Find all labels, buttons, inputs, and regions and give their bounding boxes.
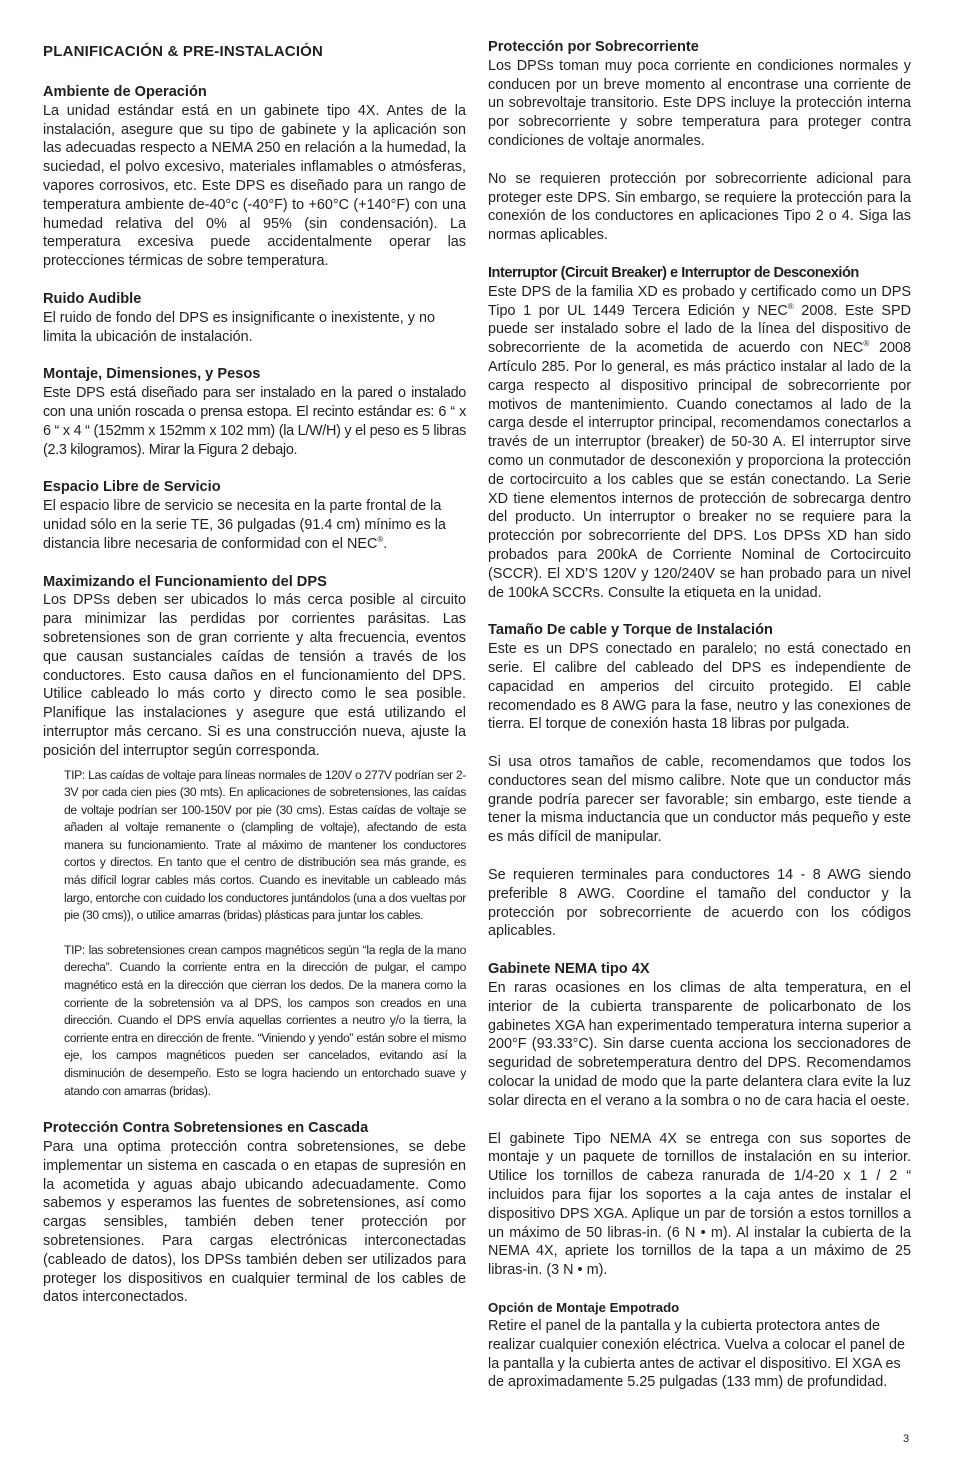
heading-maximizando: Maximizando el Funcionamiento del DPS bbox=[43, 573, 327, 590]
text-maximizando: Los DPSs deben ser ubicados lo más cerca posible al circuito para minimizar las perdidas por corrientes parásitas. Las sobretensiones son de gran corriente y alta frecuencia, eventos que causan sustanciales caídas de tensión a través de los conductores. Esto causa daños en el funcionamiento del DPS. Utilice cableado lo más corto y directo como le sea posible. Planifique las instalaciones y asegure que está utilizando el interruptor más cercano. Si es una construcción nueva, ajuste la posición del interruptor según corresponda. bbox=[43, 592, 466, 759]
text-cable-2: Si usa otros tamaños de cable, recomendamos que todos los conductores sean del mismo calibre. Note que un conductor más grande podría parecer ser favorable; sin embargo, este tiende a tener la misma inductancia que un conductor más pequeño y este es más difícil de manipular. bbox=[488, 754, 911, 846]
heading-ambiente: Ambiente de Operación bbox=[43, 84, 207, 100]
text-montaje: Este DPS está diseñado para ser instalado en la pared o instalado con una unión roscada o prensa estopa. El recinto estándar es: 6 “ x 6 “ x 4 “ (152mm x 152mm x 102 mm) (la L/W/H) y el peso es 5 libras (2.3 kilogramos). Mirar la Figura 2 debajo. bbox=[43, 385, 466, 458]
registered-mark: ® bbox=[787, 301, 794, 311]
section-empotrado bbox=[488, 1299, 911, 1392]
text-gabinete-2: El gabinete Tipo NEMA 4X se entrega con sus soportes de montaje y un paquete de tornillos de instalación en su interior. Utilice los tornillos de cabeza ranurada de 1/4-20 x 1 / 2 “ incluidos para fijar los soportes a la caja antes de instalar el dispositivo DPS XGA. Aplique un par de torsión a estos tornillos a un máximo de 50 libras-in. (6 N • m). Al instalar la cubierta de la NEMA 4X, apriete los tornillos de la tapa a un máximo de 25 libras-in. (3 N • m). bbox=[488, 1130, 911, 1279]
section-cable bbox=[488, 621, 911, 941]
text-cable-1: Este es un DPS conectado en paralelo; no está conectado en serie. El calibre del cableado del DPS es independiente de capacidad en amperios del circuito protegido. El cable recomendado es 8 AWG para la fase, neutro y las conexiones de tierra. El torque de conexión hasta 18 libras por pulgada. bbox=[488, 641, 911, 733]
text-interruptor bbox=[488, 283, 911, 603]
registered-mark: ® bbox=[863, 339, 870, 349]
heading-ruido: Ruido Audible bbox=[43, 290, 142, 307]
text-interruptor-b: 2008. Este SPD puede ser instalado sobre el lado de la línea del dispositivo de sobrecorriente de la acometida de acuerdo con NEC bbox=[488, 302, 911, 357]
text-sobrecorriente-2: No se requieren protección por sobrecorriente adicional para proteger este DPS. Sin embargo, se requiere la protección para la conexión de los conductores en aplicaciones Tipo 2 o 4. Siga las normas aplicables. bbox=[488, 170, 911, 244]
section-maximizando bbox=[43, 573, 466, 1101]
heading-cable: Tamaño De cable y Torque de Instalación bbox=[488, 622, 773, 639]
text-sobrecorriente-1: Los DPSs toman muy poca corriente en condiciones normales y conducen por un breve momento al encontrase una corriente de un sobrevoltaje transitorio. Este DPS incluye la protección interna por sobrecorriente y sobre temperatura para proteger contra condiciones de voltaje anormales. bbox=[488, 57, 911, 149]
heading-sobrecorriente: Protección por Sobrecorriente bbox=[488, 39, 699, 55]
section-interruptor bbox=[488, 264, 911, 602]
heading-montaje: Montaje, Dimensiones, y Pesos bbox=[43, 366, 261, 383]
section-espacio bbox=[43, 478, 466, 553]
heading-gabinete: Gabinete NEMA tipo 4X bbox=[488, 961, 650, 978]
page-number: 3 bbox=[903, 1433, 910, 1445]
registered-mark: ® bbox=[377, 534, 384, 544]
right-column bbox=[488, 38, 911, 1411]
page-title: PLANIFICACIÓN & PRE-INSTALACIÓN bbox=[43, 43, 324, 60]
tip-magnetic-fields: TIP: las sobretensiones crean campos magnéticos según “la regla de la mano derecha”. Cuando la corriente entra en la dirección de pulgar, el campo magnético está en la dirección que cierran los dedos. De la manera como la corriente de la sobretensión va al DPS, los campos son creados en una dirección. Cuando el DPS envía aquellas corrientes a neutro y/o la tierra, la corriente entra en dirección de frente. “Viniendo y yendo” están sobre el mismo eje, los campos magnéticos pueden ser cancelados, evitando así la disminución de desempeño. Esto se logra haciendo un entorchado suave y atando con amarras (bridas). bbox=[64, 942, 466, 1098]
heading-espacio: Espacio Libre de Servicio bbox=[43, 479, 221, 496]
text-interruptor-a: Este DPS de la familia XD es probado y certificado como un DPS Tipo 1 por UL 1449 Tercera Edición y NEC bbox=[488, 283, 911, 319]
section-gabinete bbox=[488, 960, 911, 1280]
section-ruido bbox=[43, 290, 466, 346]
section-ambiente bbox=[43, 83, 466, 271]
heading-interruptor: Interruptor (Circuit Breaker) e Interruptor de Desconexión bbox=[488, 264, 859, 281]
section-sobrecorriente bbox=[488, 38, 911, 245]
left-column bbox=[43, 38, 466, 1326]
text-ambiente: La unidad estándar está en un gabinete tipo 4X. Antes de la instalación, asegure que su tipo de gabinete y la aplicación son las adecuadas respecto a NEMA 250 en relación a la humedad, la suciedad, el polvo excesivo, materiales inflamables o atmósferas, vapores corrosivos, etc. Este DPS es diseñado para un rango de temperatura ambiente de-40°c (-40°F) to +60°C (+140°F) con una humedad relativa del 0% al 95% (sin condensación). La temperatura excesiva puede accidentalmente operar las protecciones térmicas de sobre temperatura. bbox=[43, 102, 466, 270]
section-cascada bbox=[43, 1119, 466, 1307]
text-interruptor-c: 2008 Artículo 285. Por lo general, es más práctico instalar al lado de la carga respecto al dispositivo principal de sobrecorriente por motivos de mantenimiento. Cuando conectamos al lado de la carga desde el interruptor principal, recomendamos conectarlos a través de un interruptor (breaker) de 50-30 A. El interruptor sirve como un conmutador de desconexión y proporciona la protección de cortocircuito a los cables que se están conectando. La Serie XD tiene elementos internos de protección de sobrecarga dentro del producto. Un interruptor o breaker no se requiere para la protección por sobrecorriente del DPS. Los DPSs XD han sido probados para 200kA de Corriente Nominal de Cortocircuito (SCCR). El XD’S 120V y 120/240V se han probado para un nivel de 100kA SCCRs. Consulte la etiqueta en la unidad. bbox=[488, 340, 911, 601]
text-gabinete-1: En raras ocasiones en los climas de alta temperatura, en el interior de la cubierta transparente de policarbonato de los gabinetes XGA han experimentado temperatura interna superior a 200°F (93.33°C). Sin darse cuenta acciona los seccionadores de seguridad de sobretemperatura dentro del DPS. Recomendamos colocar la unidad de modo que la parte delantera clara evite la luz solar directa en el verano a la sombra o no de cara hacia el oeste. bbox=[488, 980, 911, 1109]
text-cascada: Para una optima protección contra sobretensiones, se debe implementar un sistema en cascada o en etapas de supresión en la acometida y aguas abajo ubicando adecuadamente. Como sabemos y esperamos las fuentes de sobretensiones, así como cargas sensibles, también deben tener protección por sobretensiones. Para cargas electrónicas interconectadas (cableado de datos), los DPSs también deben ser utilizados para proteger los dispositivos en cualquier terminal de los cables de datos interconectados. bbox=[43, 1138, 466, 1306]
text-espacio bbox=[43, 497, 466, 553]
section-montaje bbox=[43, 365, 466, 459]
text-espacio-tail: . bbox=[383, 535, 388, 552]
tip-voltage-drop: TIP: Las caídas de voltaje para líneas normales de 120V o 277V podrían ser 2-3V por cada cien pies (30 mts). En aplicaciones de sobretensiones, las caídas de voltaje podrían ser 100-150V por pie (30 cms). Estas caídas de voltaje se añaden al voltaje remanente o (clampling de voltaje), afectando de esta manera su funcionamiento. Trate al máximo de mantener los conductores cortos y directos. En tanto que el centro de distribución sea más grande, es más difícil lograr cables más cortos. Cuando es inevitable un cableado más largo, entorche con cuidado los conductores juntándolos (una a dos vueltas por pie (30 cms)), o utilice amarras (bridas) plásticas para juntar los cables. bbox=[64, 767, 466, 923]
text-espacio-body: El espacio libre de servicio se necesita en la parte frontal de la unidad sólo en la serie TE, 36 pulgadas (91.4 cm) mínimo es la distancia libre necesaria de conformidad con el NEC bbox=[43, 498, 446, 552]
heading-empotrado: Opción de Montaje Empotrado bbox=[488, 1300, 680, 1316]
text-cable-3: Se requieren terminales para conductores 14 - 8 AWG siendo preferible 8 AWG. Coordine el tamaño del conductor y la protección por sobrecorriente de acuerdo con los códigos aplicables. bbox=[488, 867, 911, 940]
text-ruido: El ruido de fondo del DPS es insignificante o inexistente, y no limita la ubicación de instalación. bbox=[43, 309, 435, 345]
heading-cascada: Protección Contra Sobretensiones en Cascada bbox=[43, 1120, 369, 1137]
text-empotrado: Retire el panel de la pantalla y la cubierta protectora antes de realizar cualquier conexión eléctrica. Vuelva a colocar el panel de la pantalla y la cubierta antes de activar el dispositivo. El XGA es de aproximadamente 5.25 pulgadas (133 mm) de profundidad. bbox=[488, 1318, 906, 1391]
